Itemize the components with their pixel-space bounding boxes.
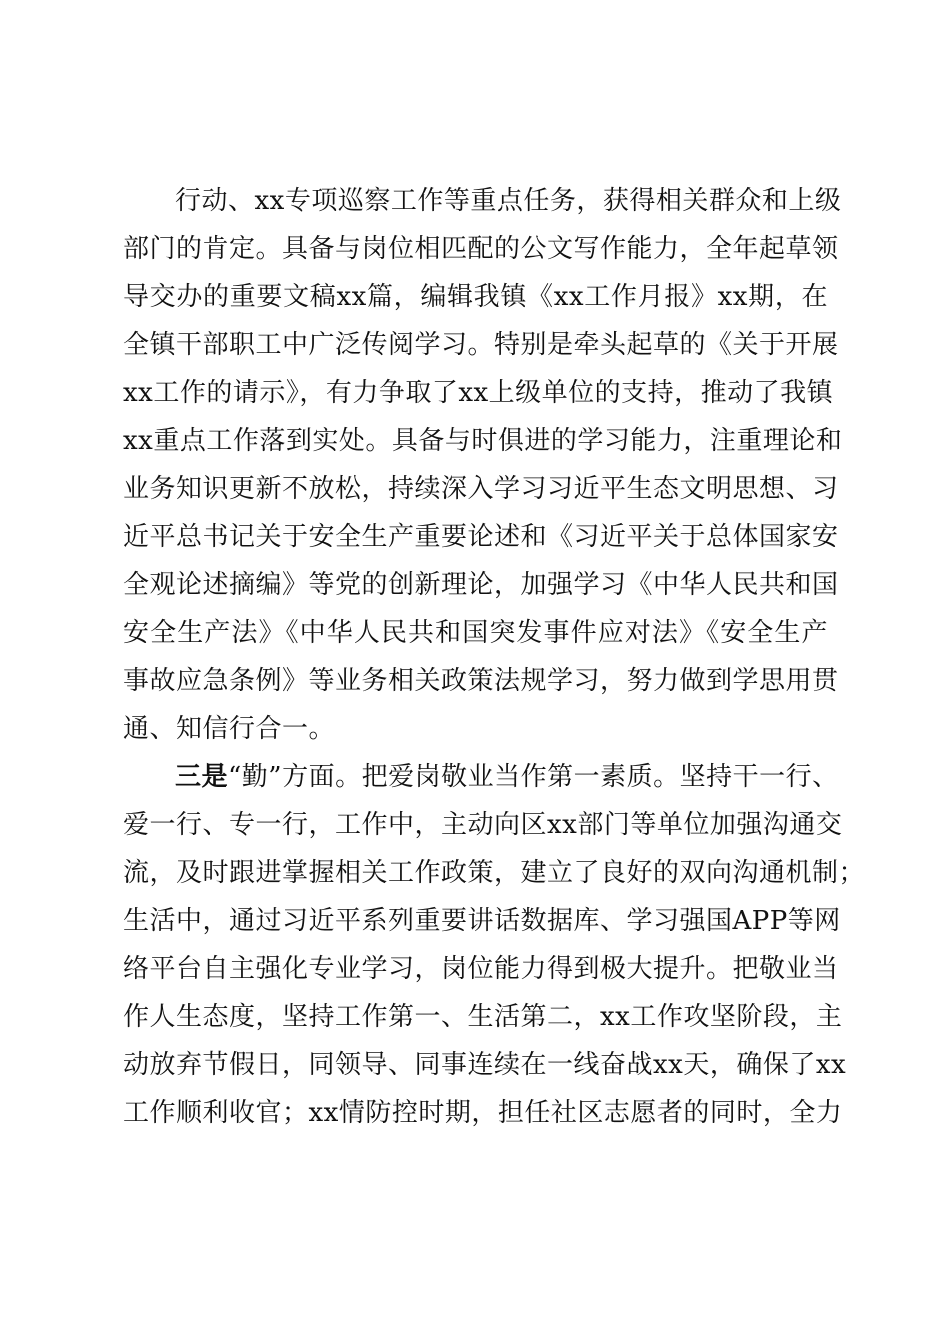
paragraph1-line-4: 全镇干部职工中广泛传阅学习。特别是牵头起草的《关于开展 (123, 330, 839, 360)
paragraph1-line-9: 全观论述摘编》等党的创新理论，加强学习《中华人民共和国 (123, 570, 839, 600)
paragraph1-line-8: 近平总书记关于安全生产重要论述和《习近平关于总体国家安 (123, 522, 839, 552)
paragraph1-line-10: 安全生产法》《中华人民共和国突发事件应对法》《安全生产 (123, 618, 828, 648)
paragraph1-line-5: xx工作的请示》，有力争取了xx上级单位的支持，推动了我镇 (123, 378, 834, 408)
paragraph1-line-11: 事故应急条例》等业务相关政策法规学习，努力做到学思用贯 (123, 666, 839, 696)
paragraph1-line-1: 行动、xx专项巡察工作等重点任务，获得相关群众和上级 (175, 186, 842, 216)
paragraph2-lead: 三是 (175, 762, 229, 792)
paragraph1-line-6: xx重点工作落到实处。具备与时俱进的学习能力，注重理论和 (123, 426, 843, 456)
paragraph1-line-12: 通、知信行合一。 (123, 714, 336, 744)
paragraph2-line-6: 作人生态度，坚持工作第一、生活第二，xx工作攻坚阶段，主 (123, 1002, 843, 1032)
paragraph2-line-3: 流，及时跟进掌握相关工作政策，建立了良好的双向沟通机制； (123, 858, 866, 888)
paragraph2-line-7: 动放弃节假日，同领导、同事连续在一线奋战xx天，确保了xx (123, 1050, 847, 1080)
paragraph2-line-4: 生活中，通过习近平系列重要讲话数据库、学习强国APP等网 (123, 906, 841, 936)
paragraph2-line-1 (175, 762, 839, 792)
paragraph2-line-5: 络平台自主强化专业学习，岗位能力得到极大提升。把敬业当 (123, 954, 839, 984)
paragraph1-line-2: 部门的肯定。具备与岗位相匹配的公文写作能力，全年起草领 (123, 234, 839, 264)
paragraph1-line-3: 导交办的重要文稿xx篇，编辑我镇《xx工作月报》xx期，在 (123, 282, 828, 312)
paragraph2-first-line-text: “勤”方面。把爱岗敬业当作第一素质。坚持干一行、 (228, 762, 839, 792)
paragraph2-line-8: 工作顺利收官；xx情防控时期，担任社区志愿者的同时，全力 (123, 1098, 843, 1128)
paragraph1-line-7: 业务知识更新不放松，持续深入学习习近平生态文明思想、习 (123, 474, 839, 504)
paragraph2-line-2: 爱一行、专一行，工作中，主动向区xx部门等单位加强沟通交 (123, 810, 843, 840)
